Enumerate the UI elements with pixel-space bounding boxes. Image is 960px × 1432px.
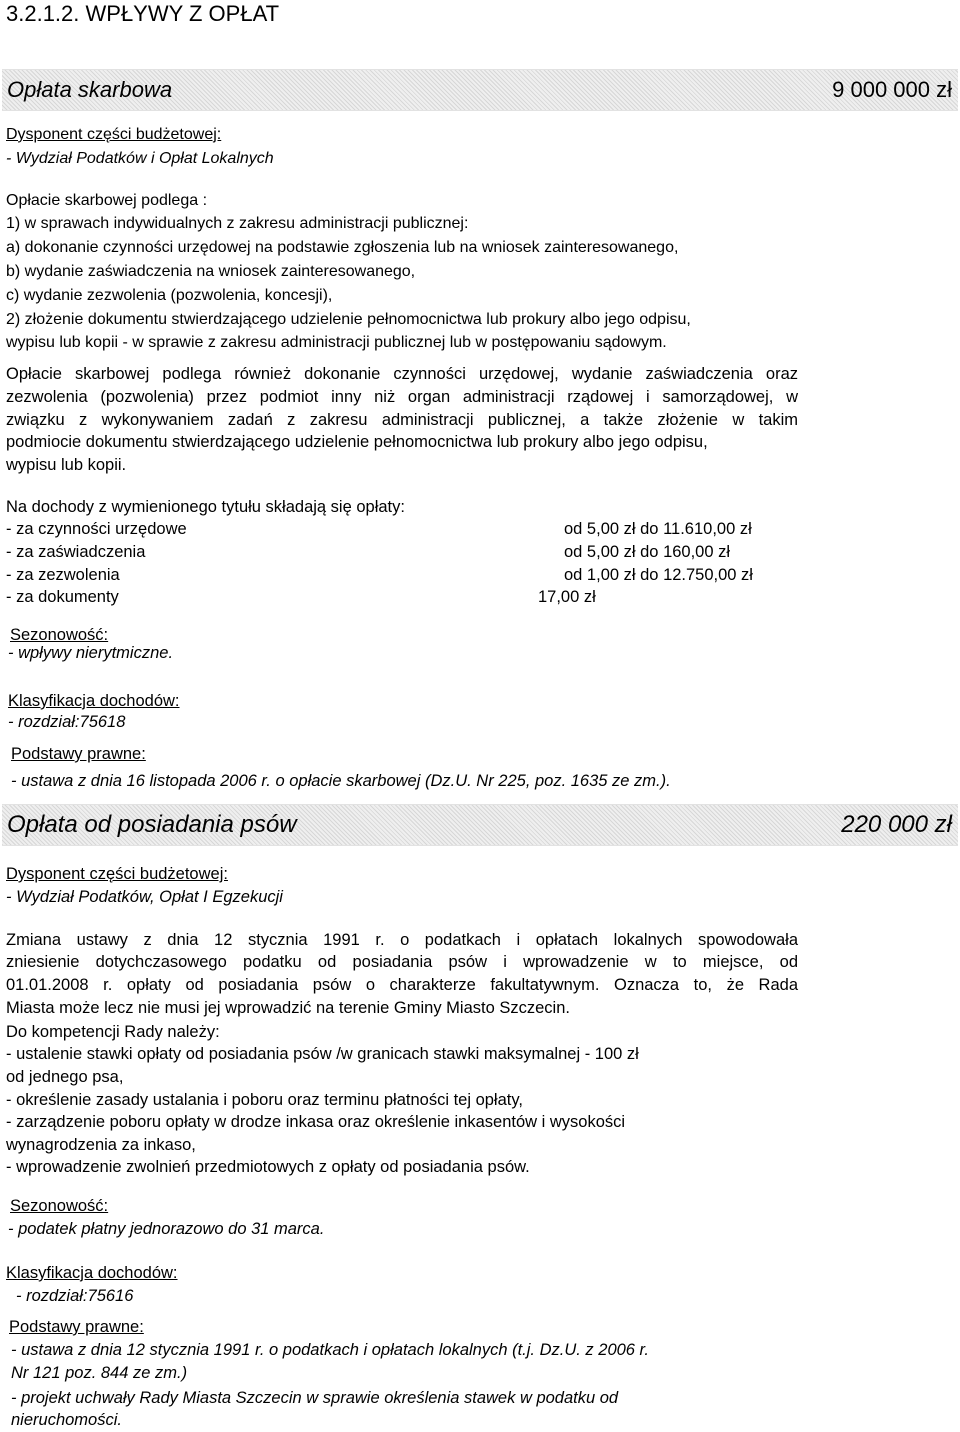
list-item: - określenie zasady ustalania i poboru oraz terminu płatności tej opłaty, xyxy=(6,1091,523,1109)
podstawy-heading: Podstawy prawne: xyxy=(11,745,146,763)
fee-label: - za zaświadczenia xyxy=(6,543,146,561)
paragraph-line: Miasta może lecz nie musi jej wprowadzić na terenie Gminy Miasto Szczecin. xyxy=(6,999,570,1017)
dysponent-heading: Dysponent części budżetowej: xyxy=(6,865,228,883)
fees-intro: Na dochody z wymienionego tytułu składają się opłaty: xyxy=(6,498,405,516)
kompetencje-intro: Do kompetencji Rady należy: xyxy=(6,1023,220,1041)
fee-value: od 1,00 zł do 12.750,00 zł xyxy=(564,566,753,584)
klasyfikacja-value: - rozdział:75616 xyxy=(16,1287,134,1305)
podstawy-value: - projekt uchwały Rady Miasta Szczecin w sprawie określenia stawek w podatku od xyxy=(11,1389,619,1407)
paragraph-line: podmiocie dokumentu stwierdzającego udzielenie pełnomocnictwa lub prokury albo jego odpisu, xyxy=(6,433,708,451)
body-line: 1) w sprawach indywidualnych z zakresu administracji publicznej: xyxy=(6,215,469,232)
body-line: Opłacie skarbowej podlega : xyxy=(6,192,208,209)
section-heading: 3.2.1.2. WPŁYWY Z OPŁAT xyxy=(6,1,280,26)
paragraph-line: Zmiana ustawy z dnia 12 stycznia 1991 r. o podatkach i opłatach lokalnych spowodowała xyxy=(6,931,798,949)
body-line: wypisu lub kopii - w sprawie z zakresu administracji publicznej lub w postępowaniu sądowym. xyxy=(6,334,667,351)
list-item: - ustalenie stawki opłaty od posiadania psów /w granicach stawki maksymalnej - 100 zł xyxy=(6,1045,639,1063)
list-item: wynagrodzenia za inkaso, xyxy=(6,1136,196,1154)
body-line: a) dokonanie czynności urzędowej na podstawie zgłoszenia lub na wniosek zainteresowanego, xyxy=(6,239,679,256)
paragraph-line: Opłacie skarbowej podlega również dokonanie czynności urzędowej, wydanie zaświadczenia oraz xyxy=(6,365,798,383)
fee-label: - za zezwolenia xyxy=(6,566,120,584)
list-item: od jednego psa, xyxy=(6,1068,124,1086)
fee-label: - za czynności urzędowe xyxy=(6,520,187,538)
body-line: b) wydanie zaświadczenia na wniosek zainteresowanego, xyxy=(6,263,416,280)
podstawy-value: Nr 121 poz. 844 ze zm.) xyxy=(11,1364,188,1382)
fee-value: od 5,00 zł do 160,00 zł xyxy=(564,543,731,561)
section-amount-oplata-skarbowa: 9 000 000 zł xyxy=(832,77,952,102)
fee-value: od 5,00 zł do 11.610,00 zł xyxy=(564,520,752,538)
section-amount-oplata-psy: 220 000 zł xyxy=(841,811,952,838)
klasyfikacja-heading: Klasyfikacja dochodów: xyxy=(6,1264,178,1282)
podstawy-value: - ustawa z dnia 12 stycznia 1991 r. o podatkach i opłatach lokalnych (t.j. Dz.U. z 2006 r. xyxy=(11,1341,650,1359)
sezonowosc-heading: Sezonowość: xyxy=(10,1197,109,1215)
paragraph-line: związku z wykonywaniem zadań z zakresu administracji publicznej, a także złożenie w takim xyxy=(6,411,798,429)
list-item: - wprowadzenie zwolnień przedmiotowych z opłaty od posiadania psów. xyxy=(6,1158,530,1176)
section-band-oplata-psy xyxy=(2,804,958,846)
dysponent-value: - Wydział Podatków i Opłat Lokalnych xyxy=(6,150,274,167)
fee-label: - za dokumenty xyxy=(6,588,119,606)
sezonowosc-heading: Sezonowość: xyxy=(10,626,109,644)
paragraph-line: zniesienie dotychczasowego podatku od posiadania psów i wprowadzenie w to miejsce, od xyxy=(6,953,798,971)
klasyfikacja-value: - rozdział:75618 xyxy=(8,713,126,731)
paragraph-line: zezwolenia (pozwolenia) przez podmiot inny niż organ administracji rządowej i samorządowej, w xyxy=(6,388,798,406)
list-item: - zarządzenie poboru opłaty w drodze inkasa oraz określenie inkasentów i wysokości xyxy=(6,1113,626,1131)
section-band-oplata-skarbowa xyxy=(2,69,958,111)
body-line: 2) złożenie dokumentu stwierdzającego udzielenie pełnomocnictwa lub prokury albo jego odpisu, xyxy=(6,311,691,328)
paragraph-line: wypisu lub kopii. xyxy=(6,456,127,474)
body-line: c) wydanie zezwolenia (pozwolenia, koncesji), xyxy=(6,287,333,304)
dysponent-value: - Wydział Podatków, Opłat I Egzekucji xyxy=(6,888,283,906)
klasyfikacja-heading: Klasyfikacja dochodów: xyxy=(8,692,180,710)
sezonowosc-value: - wpływy nierytmiczne. xyxy=(8,644,174,662)
section-title-oplata-skarbowa: Opłata skarbowa xyxy=(7,77,173,102)
dysponent-heading: Dysponent części budżetowej: xyxy=(6,126,222,143)
podstawy-heading: Podstawy prawne: xyxy=(9,1318,144,1336)
fee-value: 17,00 zł xyxy=(538,588,596,606)
podstawy-value: - ustawa z dnia 16 listopada 2006 r. o opłacie skarbowej (Dz.U. Nr 225, poz. 1635 ze zm.). xyxy=(11,772,671,790)
paragraph-line: 01.01.2008 r. opłaty od posiadania psów o charakterze fakultatywnym. Oznacza to, że Rada xyxy=(6,976,798,994)
section-title-oplata-psy: Opłata od posiadania psów xyxy=(7,811,297,838)
sezonowosc-value: - podatek płatny jednorazowo do 31 marca. xyxy=(8,1220,325,1238)
podstawy-value: nieruchomości. xyxy=(11,1411,122,1429)
